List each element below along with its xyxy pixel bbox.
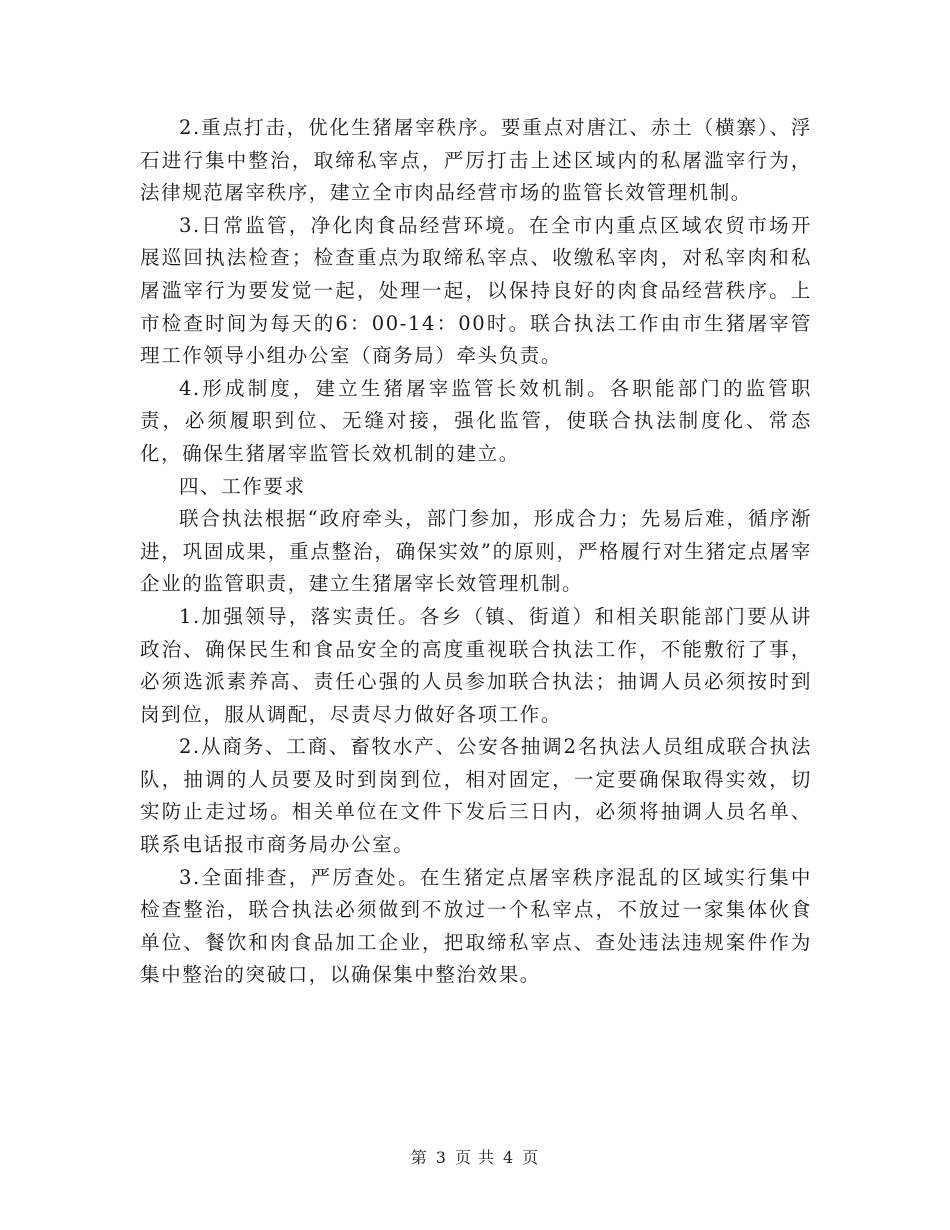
footer-suffix: 页 [522, 1148, 540, 1167]
paragraph-item-2: 2.重点打击，优化生猪屠宰秩序。要重点对唐江、赤土（横寨）、浮石进行集中整治，取缔私宰点，严厉打击上述区域内的私屠滥宰行为，法律规范屠宰秩序，建立全市肉品经营市场的监管长效管理机制。 [140, 116, 812, 205]
paragraph-requirement-1: 1.加强领导，落实责任。各乡（镇、街道）和相关职能部门要从讲政治、确保民生和食品安全的高度重视联合执法工作，不能敷衍了事，必须选派素养高、责任心强的人员参加联合执法；抽调人员必须按时到岗到位，服从调配，尽责尽力做好各项工作。 [140, 604, 812, 726]
paragraph-requirement-2: 2.从商务、工商、畜牧水产、公安各抽调2名执法人员组成联合执法队，抽调的人员要及时到岗到位，相对固定，一定要确保取得实效，切实防止走过场。相关单位在文件下发后三日内，必须将抽调人员名单、联系电话报市商务局办公室。 [140, 735, 812, 857]
paragraph-item-4: 4.形成制度，建立生猪屠宰监管长效机制。各职能部门的监管职责，必须履职到位、无缝对接，强化监管，使联合执法制度化、常态化，确保生猪屠宰监管长效机制的建立。 [140, 376, 812, 465]
footer-middle: 页 共 [454, 1148, 496, 1167]
page-footer [0, 1148, 950, 1168]
footer-prefix: 第 [410, 1148, 428, 1167]
paragraph-requirement-3: 3.全面排查，严厉查处。在生猪定点屠宰秩序混乱的区域实行集中检查整治，联合执法必须做到不放过一个私宰点，不放过一家集体伙食单位、餐饮和肉食品加工企业，把取缔私宰点、查处违法违规案件作为集中整治的突破口，以确保集中整治效果。 [140, 865, 812, 987]
section-heading: 四、工作要求 [179, 474, 306, 498]
document-body [140, 112, 812, 992]
paragraph-principle: 联合执法根据“政府牵头，部门参加，形成合力；先易后难，循序渐进，巩固成果，重点整治，确保实效”的原则，严格履行对生猪定点屠宰企业的监管职责，建立生猪屠宰长效管理机制。 [140, 507, 812, 596]
footer-current-page: 3 [435, 1148, 447, 1167]
footer-total-pages: 4 [503, 1148, 515, 1167]
paragraph-item-3: 3.日常监管，净化肉食品经营环境。在全市内重点区域农贸市场开展巡回执法检查；检查重点为取缔私宰点、收缴私宰肉，对私宰肉和私屠滥宰行为要发觉一起，处理一起，以保持良好的肉食品经营秩序。上市检查时间为每天的6：00-14：00时。联合执法工作由市生猪屠宰管理工作领导小组办公室（商务局）牵头负责。 [140, 213, 812, 368]
